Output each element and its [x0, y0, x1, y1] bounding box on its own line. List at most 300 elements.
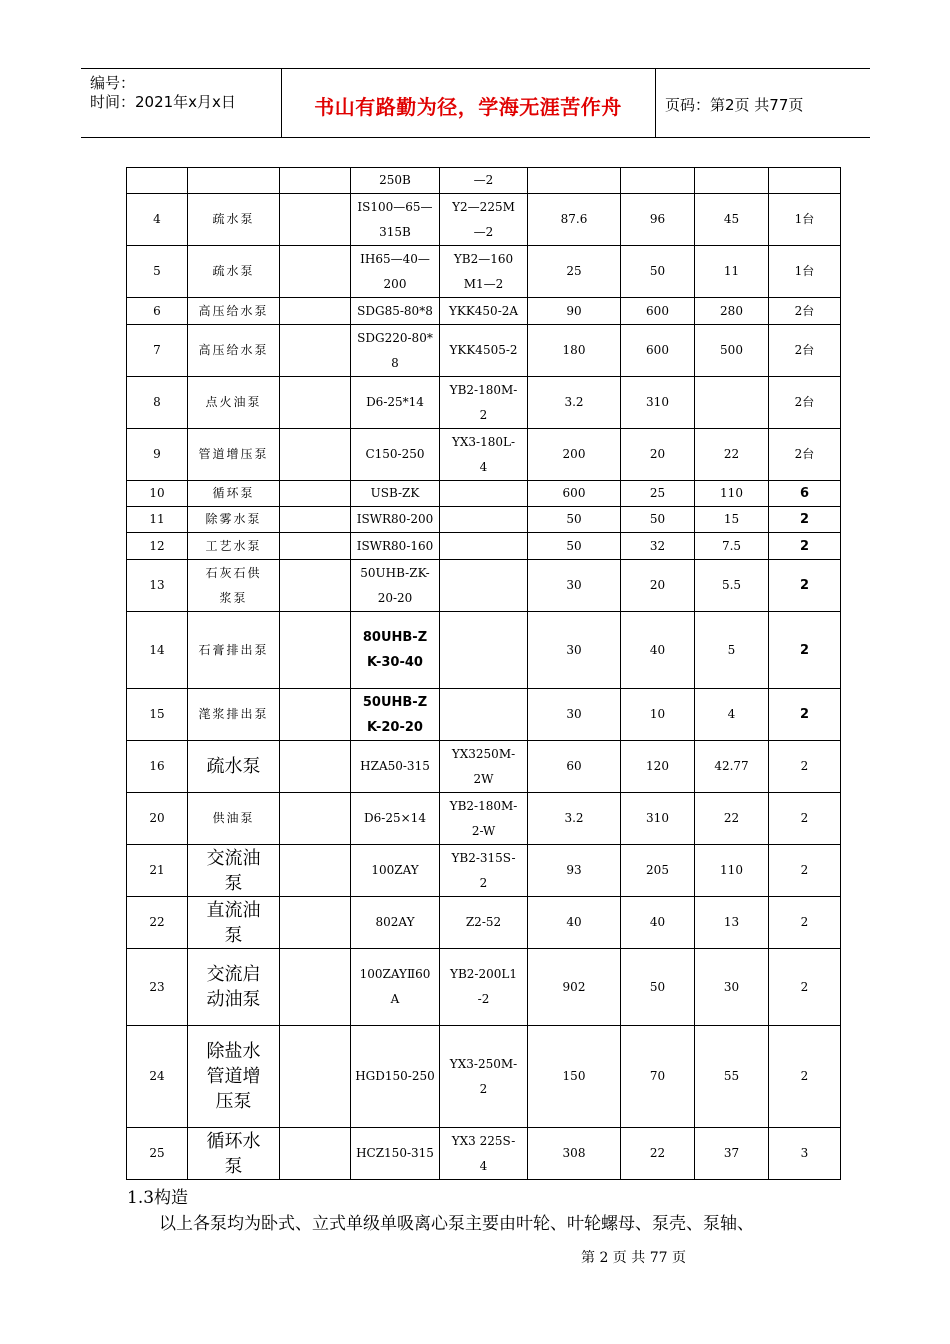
motor-model-cell: [440, 560, 528, 612]
head-cell: [621, 481, 695, 507]
power-cell: [695, 949, 769, 1026]
pump-model-cell: [351, 845, 440, 897]
power-cell: [695, 689, 769, 741]
flow-cell: [528, 298, 621, 325]
row-no-cell-text: 13: [149, 578, 165, 592]
head-cell: [621, 793, 695, 845]
motor-model-cell: [440, 949, 528, 1026]
row-no-cell-text: 14: [149, 642, 165, 657]
flow-cell: [528, 507, 621, 533]
flow-cell-text: 50: [566, 538, 582, 553]
power-cell: [695, 1026, 769, 1128]
table-row: [127, 481, 841, 507]
head-cell-text: 22: [649, 1146, 666, 1160]
table-row: [127, 612, 841, 689]
pump-model-cell-text: HZA50-315: [360, 759, 430, 773]
quantity-cell: [769, 481, 841, 507]
head-cell: [621, 168, 695, 194]
power-cell: [695, 168, 769, 194]
pump-name-cell: [188, 845, 280, 897]
pump-name-cell-text: 循环水泵: [206, 1130, 261, 1177]
pump-name-cell-text: 工艺水泵: [205, 538, 262, 553]
motor-model-cell: [440, 377, 528, 429]
power-cell: [695, 507, 769, 533]
blank-cell: [280, 897, 351, 949]
head-cell: [621, 560, 695, 612]
row-no-cell: [127, 949, 188, 1026]
power-cell-text: 11: [723, 264, 740, 278]
head-cell: [621, 845, 695, 897]
table-row: [127, 246, 841, 298]
power-cell: [695, 298, 769, 325]
pump-model-cell-text: IH65—40—200: [360, 251, 430, 291]
power-cell-text: 45: [723, 212, 740, 226]
quantity-cell: [769, 793, 841, 845]
quantity-cell: [769, 897, 841, 949]
head-cell: [621, 325, 695, 377]
pump-model-cell-text: USB-ZK: [370, 486, 420, 500]
quantity-cell-text: 2: [800, 979, 809, 994]
pump-model-cell-text: SDG220-80*8: [357, 330, 433, 370]
page-footer: 第 2 页 共 77 页: [581, 1250, 686, 1266]
head-cell: [621, 507, 695, 533]
table-row: [127, 560, 841, 612]
motor-model-cell: [440, 507, 528, 533]
blank-cell: [280, 793, 351, 845]
quantity-cell: [769, 194, 841, 246]
flow-cell: [528, 1026, 621, 1128]
page-header: [81, 68, 870, 138]
flow-cell: [528, 1128, 621, 1180]
row-no-cell: [127, 845, 188, 897]
quantity-cell: [769, 949, 841, 1026]
pump-name-cell-text: 供油泵: [212, 811, 255, 825]
pump-model-cell-text: ISWR80-160: [356, 538, 434, 553]
head-cell: [621, 612, 695, 689]
head-cell-text: 96: [649, 212, 666, 226]
row-no-cell: [127, 481, 188, 507]
power-cell: [695, 481, 769, 507]
head-cell: [621, 1128, 695, 1180]
row-no-cell: [127, 325, 188, 377]
pump-name-cell-text: 疏水泵: [212, 212, 255, 226]
table-row: [127, 793, 841, 845]
table-row: [127, 897, 841, 949]
pump-model-cell: [351, 689, 440, 741]
blank-cell: [280, 689, 351, 741]
motor-model-cell: [440, 481, 528, 507]
pump-name-cell: [188, 560, 280, 612]
pump-name-cell-text: 交流启动油泵: [206, 964, 261, 1010]
body-paragraph: 以上各泵均为卧式、立式单级单吸离心泵主要由叶轮、叶轮螺母、泵壳、泵轴、: [159, 1214, 754, 1234]
flow-cell-text: 30: [566, 642, 582, 657]
row-no-cell: [127, 246, 188, 298]
power-cell-text: 4: [727, 707, 736, 721]
power-cell-text: 22: [723, 811, 740, 825]
motor-model-cell-text: YKK4505-2: [449, 343, 518, 357]
power-cell: [695, 325, 769, 377]
pump-model-cell: [351, 298, 440, 325]
row-no-cell: [127, 1026, 188, 1128]
row-no-cell: [127, 168, 188, 194]
flow-cell-text: 30: [566, 578, 582, 592]
head-cell: [621, 1026, 695, 1128]
power-cell-text: 5: [727, 642, 736, 657]
motor-model-cell-text: —2: [473, 173, 494, 187]
quantity-cell: [769, 325, 841, 377]
head-cell-text: 600: [646, 303, 669, 318]
pump-name-cell: [188, 246, 280, 298]
head-cell-text: 32: [649, 538, 666, 553]
motor-model-cell: [440, 689, 528, 741]
motor-model-cell: [440, 897, 528, 949]
quantity-cell: [769, 168, 841, 194]
pump-model-cell: [351, 246, 440, 298]
row-no-cell: [127, 897, 188, 949]
pump-model-cell: [351, 560, 440, 612]
row-no-cell-text: 21: [149, 863, 165, 877]
flow-cell: [528, 949, 621, 1026]
power-cell: [695, 429, 769, 481]
row-no-cell-text: 9: [153, 447, 161, 461]
row-no-cell: [127, 1128, 188, 1180]
quantity-cell-text: 3: [800, 1146, 809, 1160]
pump-model-cell-text: 50UHB-ZK-20-20: [360, 565, 430, 605]
table-row: [127, 168, 841, 194]
pump-model-cell: [351, 194, 440, 246]
pump-model-cell: [351, 533, 440, 560]
row-no-cell-text: 7: [153, 343, 161, 357]
table-row: [127, 1026, 841, 1128]
pump-name-cell: [188, 481, 280, 507]
quantity-cell-text: 2: [799, 642, 810, 658]
pump-model-cell-text: 802AY: [375, 915, 415, 929]
pump-table: [126, 167, 841, 1180]
power-cell: [695, 897, 769, 949]
head-cell-text: 50: [649, 979, 666, 994]
pump-name-cell: [188, 507, 280, 533]
row-no-cell-text: 20: [149, 811, 165, 825]
table-row: [127, 325, 841, 377]
pump-model-cell-text: IS100—65—315B: [357, 199, 433, 239]
flow-cell-text: 60: [566, 759, 582, 773]
quantity-cell-text: 2台: [794, 343, 815, 357]
pump-model-cell-text: 100ZAY: [371, 863, 419, 877]
flow-cell-text: 150: [562, 1069, 586, 1083]
row-no-cell-text: 8: [153, 395, 161, 409]
pump-model-cell: [351, 168, 440, 194]
pump-name-cell-text: 交流油泵: [206, 847, 261, 894]
power-cell: [695, 246, 769, 298]
table-row: [127, 298, 841, 325]
blank-cell: [280, 533, 351, 560]
blank-cell: [280, 845, 351, 897]
blank-cell: [280, 194, 351, 246]
flow-cell-text: 3.2: [564, 395, 584, 409]
pump-name-cell: [188, 741, 280, 793]
pump-name-cell: [188, 298, 280, 325]
motor-model-cell: [440, 741, 528, 793]
head-cell: [621, 246, 695, 298]
flow-cell: [528, 168, 621, 194]
pump-name-cell: [188, 194, 280, 246]
pump-name-cell-text: 高压给水泵: [198, 343, 269, 357]
header-center-cell: [281, 69, 656, 137]
pump-model-cell-text: HGD150-250: [355, 1069, 435, 1083]
pump-model-cell-text: D6-25×14: [364, 811, 426, 825]
head-cell-text: 40: [649, 915, 666, 929]
motor-model-cell-text: YB2-180M-2-W: [449, 798, 518, 838]
head-cell-text: 310: [646, 811, 669, 825]
row-no-cell-text: 11: [149, 512, 165, 526]
head-cell-text: 600: [646, 343, 669, 357]
head-cell: [621, 377, 695, 429]
table-row: [127, 1128, 841, 1180]
row-no-cell-text: 25: [149, 1146, 165, 1160]
row-no-cell: [127, 507, 188, 533]
head-cell-text: 70: [649, 1069, 666, 1083]
pump-model-cell-text: 50UHB-ZK-20-20: [362, 694, 428, 735]
quantity-cell-text: 2台: [794, 395, 815, 409]
quantity-cell: [769, 689, 841, 741]
flow-cell: [528, 612, 621, 689]
quantity-cell-text: 2: [800, 759, 809, 773]
pump-model-cell: [351, 481, 440, 507]
flow-cell-text: 30: [566, 707, 582, 721]
flow-cell-text: 600: [562, 486, 586, 500]
pump-model-cell-text: D6-25*14: [366, 395, 424, 409]
row-no-cell: [127, 194, 188, 246]
flow-cell-text: 902: [562, 979, 586, 994]
flow-cell: [528, 325, 621, 377]
power-cell-text: 500: [720, 343, 743, 357]
head-cell-text: 40: [649, 642, 666, 657]
power-cell-text: 5.5: [721, 578, 742, 592]
head-cell-text: 10: [649, 707, 666, 721]
row-no-cell-text: 15: [149, 707, 165, 721]
row-no-cell-text: 5: [153, 264, 161, 278]
power-cell-text: 37: [723, 1146, 740, 1160]
pump-name-cell: [188, 377, 280, 429]
flow-cell: [528, 793, 621, 845]
row-no-cell: [127, 689, 188, 741]
table-row: [127, 533, 841, 560]
flow-cell: [528, 741, 621, 793]
blank-cell: [280, 612, 351, 689]
blank-cell: [280, 168, 351, 194]
power-cell-text: 22: [723, 447, 740, 461]
quantity-cell: [769, 429, 841, 481]
quantity-cell-text: 2: [799, 578, 810, 593]
quantity-cell: [769, 741, 841, 793]
flow-cell: [528, 897, 621, 949]
quantity-cell-text: 2: [800, 1069, 809, 1083]
head-cell-text: 20: [649, 447, 666, 461]
doc-time-label: 时间：2021年x月x日: [90, 93, 236, 111]
flow-cell: [528, 845, 621, 897]
head-cell-text: 50: [649, 512, 666, 526]
power-cell-text: 7.5: [721, 538, 742, 553]
blank-cell: [280, 741, 351, 793]
power-cell-text: 42.77: [714, 759, 749, 773]
quantity-cell-text: 2: [799, 707, 810, 722]
motor-model-cell: [440, 194, 528, 246]
motor-model-cell: [440, 325, 528, 377]
quantity-cell-text: 2: [800, 915, 809, 929]
flow-cell: [528, 560, 621, 612]
flow-cell: [528, 689, 621, 741]
flow-cell: [528, 533, 621, 560]
pump-name-cell-text: 石膏排出泵: [198, 642, 269, 657]
blank-cell: [280, 246, 351, 298]
pump-model-cell: [351, 612, 440, 689]
motor-model-cell-text: Z2-52: [465, 915, 502, 929]
quantity-cell: [769, 1128, 841, 1180]
pump-model-cell: [351, 741, 440, 793]
head-cell-text: 310: [646, 395, 669, 409]
motor-model-cell: [440, 246, 528, 298]
blank-cell: [280, 481, 351, 507]
header-page-label: 页码：第2页 共77页: [665, 96, 804, 114]
row-no-cell-text: 10: [149, 486, 165, 500]
motor-model-cell-text: YB2-315S-2: [451, 850, 516, 890]
pump-name-cell: [188, 325, 280, 377]
motor-model-cell: [440, 1128, 528, 1180]
quantity-cell: [769, 845, 841, 897]
pump-name-cell: [188, 949, 280, 1026]
quantity-cell: [769, 377, 841, 429]
pump-model-cell-text: HCZ150-315: [356, 1146, 434, 1160]
motor-model-cell-text: Y2—225M—2: [452, 199, 515, 239]
table-row: [127, 741, 841, 793]
quantity-cell-text: 1台: [794, 212, 815, 226]
pump-model-cell: [351, 377, 440, 429]
head-cell: [621, 897, 695, 949]
motor-model-cell: [440, 429, 528, 481]
pump-name-cell-text: 除盐水管道增压泵: [206, 1041, 261, 1112]
flow-cell: [528, 429, 621, 481]
head-cell: [621, 298, 695, 325]
head-cell: [621, 533, 695, 560]
pump-name-cell-text: 除雾水泵: [205, 512, 262, 526]
power-cell: [695, 612, 769, 689]
pump-model-cell: [351, 325, 440, 377]
flow-cell: [528, 246, 621, 298]
blank-cell: [280, 325, 351, 377]
power-cell: [695, 194, 769, 246]
flow-cell-text: 90: [566, 303, 582, 318]
table-row: [127, 429, 841, 481]
pump-name-cell: [188, 897, 280, 949]
pump-name-cell: [188, 612, 280, 689]
flow-cell: [528, 481, 621, 507]
head-cell-text: 120: [646, 759, 669, 773]
motor-model-cell-text: YX3-250M-2: [449, 1056, 518, 1096]
flow-cell: [528, 194, 621, 246]
motor-model-cell: [440, 612, 528, 689]
pump-name-cell: [188, 793, 280, 845]
motor-model-cell-text: YB2-200L1-2: [450, 967, 517, 1006]
blank-cell: [280, 1026, 351, 1128]
quantity-cell-text: 2: [799, 512, 810, 527]
table-row: [127, 689, 841, 741]
motor-model-cell: [440, 1026, 528, 1128]
pump-model-cell-text: 250B: [379, 173, 411, 187]
pump-model-cell-text: 100ZAYⅡ60A: [359, 967, 431, 1006]
pump-name-cell-text: 高压给水泵: [198, 303, 269, 318]
pump-model-cell: [351, 1026, 440, 1128]
quantity-cell-text: 2: [800, 811, 809, 825]
row-no-cell-text: 24: [149, 1069, 165, 1083]
quantity-cell-text: 2: [800, 863, 809, 877]
head-cell-text: 205: [646, 863, 669, 877]
flow-cell-text: 40: [566, 915, 582, 929]
pump-name-cell-text: 滗浆排出泵: [198, 707, 269, 721]
pump-model-cell: [351, 793, 440, 845]
blank-cell: [280, 507, 351, 533]
pump-model-cell: [351, 949, 440, 1026]
pump-name-cell: [188, 429, 280, 481]
row-no-cell-text: 6: [153, 303, 161, 318]
flow-cell-text: 93: [566, 863, 582, 877]
quantity-cell-text: 2: [799, 538, 810, 554]
blank-cell: [280, 298, 351, 325]
flow-cell-text: 180: [562, 343, 586, 357]
motor-model-cell: [440, 845, 528, 897]
power-cell: [695, 1128, 769, 1180]
header-right-cell: [655, 69, 870, 137]
row-no-cell-text: 22: [149, 915, 165, 929]
table-row: [127, 949, 841, 1026]
motor-model-cell: [440, 533, 528, 560]
flow-cell-text: 25: [566, 264, 582, 278]
power-cell: [695, 845, 769, 897]
quantity-cell: [769, 507, 841, 533]
power-cell-text: 280: [720, 303, 743, 318]
power-cell-text: 30: [723, 979, 740, 994]
quantity-cell-text: 6: [799, 486, 810, 501]
power-cell-text: 110: [720, 486, 743, 500]
head-cell-text: 25: [649, 486, 666, 500]
power-cell: [695, 533, 769, 560]
blank-cell: [280, 949, 351, 1026]
power-cell: [695, 793, 769, 845]
pump-model-cell: [351, 429, 440, 481]
pump-model-cell: [351, 897, 440, 949]
power-cell: [695, 377, 769, 429]
power-cell-text: 13: [723, 915, 740, 929]
quantity-cell-text: 2台: [794, 303, 815, 318]
quantity-cell-text: 2台: [794, 447, 815, 461]
pump-name-cell: [188, 533, 280, 560]
blank-cell: [280, 377, 351, 429]
row-no-cell: [127, 377, 188, 429]
section-title: 1.3构造: [127, 1188, 189, 1208]
power-cell: [695, 560, 769, 612]
motor-model-cell-text: YKK450-2A: [448, 303, 519, 318]
pump-name-cell-text: 循环泵: [212, 486, 255, 500]
motor-model-cell-text: YB2-180M-2: [449, 382, 518, 422]
head-cell: [621, 429, 695, 481]
power-cell-text: 15: [723, 512, 740, 526]
pump-name-cell-text: 疏水泵: [206, 756, 261, 777]
flow-cell-text: 50: [566, 512, 582, 526]
blank-cell: [280, 429, 351, 481]
row-no-cell-text: 23: [149, 979, 165, 994]
pump-model-cell-text: SDG85-80*8: [357, 303, 433, 318]
motor-model-cell-text: YX3 225S-4: [451, 1133, 516, 1173]
motor-model-cell-text: YB2—160M1—2: [453, 251, 514, 291]
